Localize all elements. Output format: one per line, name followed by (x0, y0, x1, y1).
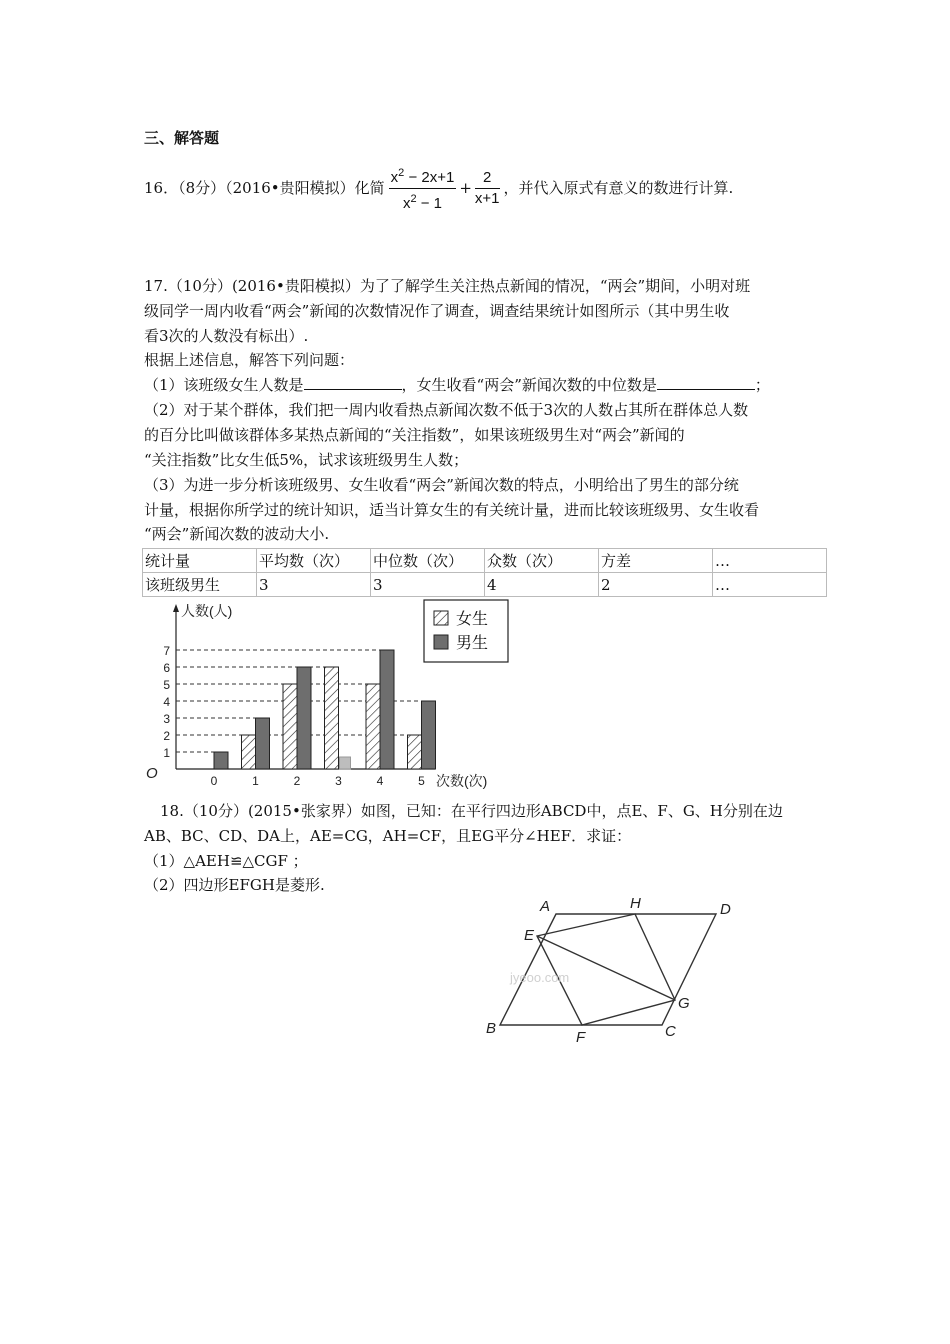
q17-line-1: 17.（10分）(2016•贵阳模拟）为了了解学生关注热点新闻的情况，“两会”期间，小明对班 (144, 277, 751, 295)
label-a: A (540, 898, 551, 915)
x-tick-label: 4 (376, 774, 384, 788)
table-cell: 3 (371, 573, 485, 597)
statistics-table (142, 548, 827, 597)
x-tick-label: 1 (252, 774, 259, 788)
label-e: E (524, 927, 535, 944)
q18-line-3: （1）△AEH≌△CGF ； (144, 852, 308, 870)
y-tick-label: 2 (163, 729, 170, 743)
question-16 (144, 158, 733, 218)
bar-girls-4 (366, 684, 380, 769)
table-cell: 3 (257, 573, 371, 597)
q17-part-2-line-1: （2）对于某个群体，我们把一周内收看热点新闻次数不低于3次的人数占其所在群体总人数 (144, 401, 749, 419)
watermark: jyeoo.com (510, 970, 570, 985)
table-cell: 众数（次） (485, 549, 599, 573)
q17-part-1: （1）该班级女生人数是 ，女生收看“两会”新闻次数的中位数是 ； (144, 376, 770, 394)
q18-line-2: AB、BC、CD、DA上，AE=CG，AH=CF，且EG平分∠HEF．求证： (144, 827, 632, 845)
table-cell: 平均数（次） (257, 549, 371, 573)
bar-boys-1 (256, 718, 270, 769)
x-tick-label: 0 (210, 774, 218, 788)
section-title: 三、解答题 (144, 129, 220, 147)
q17-line-3: 看3次的人数没有标出）. (144, 327, 309, 345)
answer-blank-1[interactable] (304, 375, 402, 390)
x-tick-label: 3 (335, 774, 342, 788)
bar-girls-1 (242, 735, 256, 769)
table-cell: 方差 (599, 549, 713, 573)
y-tick-label: 3 (163, 712, 170, 726)
table-cell: 该班级男生 (143, 573, 257, 597)
label-g: G (678, 995, 690, 1012)
bar-girls-3 (325, 667, 339, 769)
table-header-row (143, 549, 827, 573)
q17-line-2: 级同学一周内收看“两会”新闻的次数情况作了调查，调查结果统计如图所示（其中男生收 (144, 302, 730, 320)
y-tick-label: 5 (163, 678, 170, 692)
table-cell: 中位数（次） (371, 549, 485, 573)
bar-boys-5 (422, 701, 436, 769)
table-cell: 统计量 (143, 549, 257, 573)
y-axis-label: 人数(人) (181, 603, 233, 619)
y-axis-arrow (173, 604, 179, 612)
bar-boys-2 (297, 667, 311, 769)
y-tick-label: 7 (163, 644, 170, 658)
bar-girls-5 (408, 735, 422, 769)
q16-frac1-numerator: $x^2 - 2x+1$ (389, 163, 457, 189)
y-tick-label: 1 (163, 746, 170, 760)
q16-fraction-2: $\frac{2}{x+1}$ (474, 168, 500, 207)
origin-label: O (146, 765, 158, 782)
label-b: B (486, 1020, 497, 1037)
bar-chart (140, 598, 520, 794)
x-tick-label: 5 (418, 774, 425, 788)
q17-part-3-line-1: （3）为进一步分析该班级男、女生收看“两会”新闻次数的特点，小明给出了男生的部分统 (144, 476, 739, 494)
table-row (143, 573, 827, 597)
bar-unlabeled-boys-3 (340, 757, 351, 769)
q17-line-4: 根据上述信息，解答下列问题： (144, 351, 355, 369)
label-f: F (576, 1029, 586, 1046)
diagonal-eg (537, 936, 675, 1000)
bar-boys-4 (380, 650, 394, 769)
q17-part-2-line-3: “关注指数”比女生低5%，试求该班级男生人数； (144, 451, 469, 469)
q16-frac1-denominator: $x^2 - 1$ (402, 192, 443, 212)
q18-line-1: 18.（10分）(2015•张家界）如图，已知：在平行四边形ABCD中，点E、F、G、H分别在边 (160, 802, 783, 820)
legend-label-boys: 男生 (456, 635, 489, 652)
y-tick-label: 4 (163, 695, 170, 709)
table-cell: … (713, 549, 827, 573)
bar-girls-2 (283, 684, 297, 769)
answer-blank-2[interactable] (657, 375, 755, 390)
q17-part-3-line-2: 计量，根据你所学过的统计知识，适当计算女生的有关统计量，进而比较该班级男、女生收看 (144, 501, 760, 519)
parallelogram-figure (470, 890, 750, 1050)
table-cell: … (713, 573, 827, 597)
legend-swatch-girls (434, 611, 448, 625)
legend-box (424, 600, 508, 662)
label-d: D (720, 901, 731, 918)
q16-prefix: 16．（8分）（2016•贵阳模拟）化简 (144, 179, 385, 197)
q16-plus: + (459, 179, 472, 197)
table-cell: 4 (485, 573, 599, 597)
q16-suffix: ，并代入原式有意义的数进行计算. (503, 179, 734, 197)
label-c: C (665, 1023, 676, 1040)
q17-part-2-line-2: 的百分比叫做该群体多某热点新闻的“关注指数”，如果该班级男生对“两会”新闻的 (144, 426, 685, 444)
bar-boys-0 (214, 752, 228, 769)
label-h: H (630, 895, 641, 912)
y-tick-label: 6 (163, 661, 170, 675)
q16-fraction-1 (389, 163, 457, 214)
x-tick-label: 2 (293, 774, 301, 788)
x-axis-label: 次数(次) (436, 773, 488, 789)
legend-label-girls: 女生 (456, 611, 489, 628)
table-cell: 2 (599, 573, 713, 597)
q18-line-4: （2）四边形EFGH是菱形. (144, 876, 325, 894)
legend-swatch-boys (434, 635, 448, 649)
q17-part-3-line-3: “两会”新闻次数的波动大小. (144, 525, 330, 543)
